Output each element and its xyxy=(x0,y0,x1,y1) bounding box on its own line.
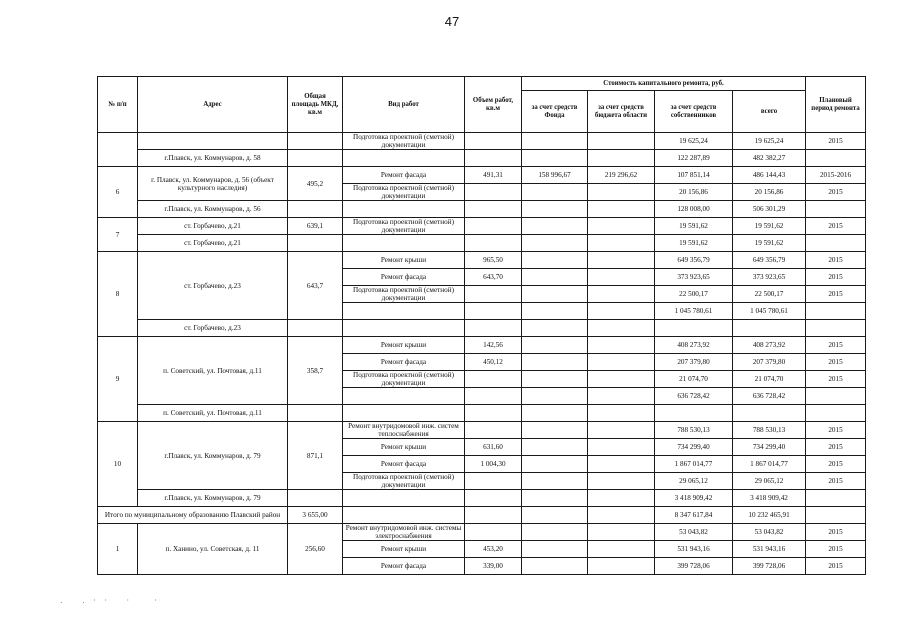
total-cell: 636 728,42 xyxy=(733,388,806,405)
period-cell: 2015 xyxy=(806,218,866,235)
total-cell: 1 867 014,77 xyxy=(733,456,806,473)
period-cell: 2015 xyxy=(806,558,866,575)
header-fund: за счет средств Фонда xyxy=(522,91,588,133)
table-row xyxy=(98,337,866,354)
volume-cell: 643,70 xyxy=(465,269,522,286)
volume-cell: 142,56 xyxy=(465,337,522,354)
total-cell: 21 074,70 xyxy=(733,371,806,388)
volume-cell: 631,60 xyxy=(465,439,522,456)
work-cell: Ремонт внутридомовой инж. системы электроснабжения xyxy=(343,524,465,541)
total-cell: 486 144,43 xyxy=(733,167,806,184)
owners-cell: 788 530,13 xyxy=(655,422,733,439)
work-cell: Подготовка проектной (сметной) документации xyxy=(343,184,465,201)
fund-cell: 158 996,67 xyxy=(522,167,588,184)
subtotal-row xyxy=(98,405,866,422)
period-cell: 2015 xyxy=(806,473,866,490)
period-cell: 2015 xyxy=(806,184,866,201)
address-cell: ст. Горбачево, д.23 xyxy=(138,252,288,320)
work-cell: Ремонт фасада xyxy=(343,354,465,371)
area-cell: 3 655,00 xyxy=(288,507,343,524)
owners-cell: 20 156,86 xyxy=(655,184,733,201)
owners-cell: 1 867 014,77 xyxy=(655,456,733,473)
owners-cell: 399 728,06 xyxy=(655,558,733,575)
owners-cell: 8 347 617,84 xyxy=(655,507,733,524)
period-cell: 2015 xyxy=(806,286,866,303)
period-cell: 2015 xyxy=(806,371,866,388)
owners-cell: 107 851,14 xyxy=(655,167,733,184)
owners-cell: 29 065,12 xyxy=(655,473,733,490)
subtotal-address: г.Плавск, ул. Коммунаров, д. 58 xyxy=(138,150,288,167)
volume-cell: 453,20 xyxy=(465,541,522,558)
table-row xyxy=(98,167,866,184)
total-cell: 53 043,82 xyxy=(733,524,806,541)
address-cell: п. Ханино, ул. Советская, д. 11 xyxy=(138,524,288,575)
work-cell: Подготовка проектной (сметной) документации xyxy=(343,371,465,388)
volume-cell: 491,31 xyxy=(465,167,522,184)
subtotal-row xyxy=(98,320,866,337)
total-cell: 10 232 465,91 xyxy=(733,507,806,524)
header-address: Адрес xyxy=(138,77,288,133)
table-row xyxy=(98,524,866,541)
row-num: 7 xyxy=(98,218,138,252)
work-cell: Подготовка проектной (сметной) документации xyxy=(343,473,465,490)
owners-cell: 22 500,17 xyxy=(655,286,733,303)
work-cell: Ремонт крыши xyxy=(343,337,465,354)
owners-cell: 1 045 780,61 xyxy=(655,303,733,320)
owners-cell: 531 943,16 xyxy=(655,541,733,558)
header-total: всего xyxy=(733,91,806,133)
region-cell: 219 296,62 xyxy=(588,167,655,184)
area-cell: 256,60 xyxy=(288,524,343,575)
subtotal-row xyxy=(98,235,866,252)
page-number: 47 xyxy=(444,14,460,29)
owners-cell: 53 043,82 xyxy=(655,524,733,541)
work-cell: Ремонт фасада xyxy=(343,456,465,473)
table-row xyxy=(98,252,866,269)
owners-cell: 122 287,89 xyxy=(655,150,733,167)
row-num: 6 xyxy=(98,167,138,218)
area-cell: 871,1 xyxy=(288,422,343,490)
volume-cell: 339,00 xyxy=(465,558,522,575)
period-cell: 2015 xyxy=(806,456,866,473)
subtotal-address: г.Плавск, ул. Коммунаров, д. 79 xyxy=(138,490,288,507)
total-cell: 649 356,79 xyxy=(733,252,806,269)
total-cell: 19 591,62 xyxy=(733,235,806,252)
table-row xyxy=(98,422,866,439)
header-volume: Объем работ, кв.м xyxy=(465,77,522,133)
total-cell: 19 591,62 xyxy=(733,218,806,235)
header-num: № п/п xyxy=(98,77,138,133)
total-cell: 207 379,80 xyxy=(733,354,806,371)
subtotal-address: ст. Горбачево, д.23 xyxy=(138,320,288,337)
total-cell: 531 943,16 xyxy=(733,541,806,558)
work-cell: Ремонт крыши xyxy=(343,252,465,269)
capital-repair-table xyxy=(97,76,866,575)
grand-total-row xyxy=(98,507,866,524)
volume-cell: 1 004,30 xyxy=(465,456,522,473)
total-cell: 408 273,92 xyxy=(733,337,806,354)
total-cell: 22 500,17 xyxy=(733,286,806,303)
owners-cell: 128 008,00 xyxy=(655,201,733,218)
period-cell: 2015 xyxy=(806,269,866,286)
subtotal-row xyxy=(98,201,866,218)
subtotal-row xyxy=(98,490,866,507)
work-cell: Подготовка проектной (сметной) документации xyxy=(343,218,465,235)
subtotal-address: ст. Горбачево, д.21 xyxy=(138,235,288,252)
scan-specks: . . · · · · xyxy=(60,596,160,605)
total-cell: 482 382,27 xyxy=(733,150,806,167)
total-cell: 734 299,40 xyxy=(733,439,806,456)
header-period: Плановый период ремонта xyxy=(806,77,866,133)
table-row xyxy=(98,218,866,235)
row-num: 9 xyxy=(98,337,138,422)
period-cell: 2015 xyxy=(806,439,866,456)
period-cell: 2015 xyxy=(806,524,866,541)
area-cell: 639,1 xyxy=(288,218,343,235)
header-area: Общая площадь МКД, кв.м xyxy=(288,77,343,133)
owners-cell: 734 299,40 xyxy=(655,439,733,456)
work-cell: Ремонт крыши xyxy=(343,439,465,456)
work-cell: Ремонт внутридомовой инж. систем теплоснабжения xyxy=(343,422,465,439)
period-cell: 2015-2016 xyxy=(806,167,866,184)
table-row xyxy=(98,133,866,150)
row-num: 8 xyxy=(98,252,138,337)
work-cell: Подготовка проектной (сметной) документации xyxy=(343,133,465,150)
row-num: 1 xyxy=(98,524,138,575)
period-cell: 2015 xyxy=(806,252,866,269)
header-region-budget: за счет средств бюджета области xyxy=(588,91,655,133)
owners-cell: 3 418 909,42 xyxy=(655,490,733,507)
header-work-type: Вид работ xyxy=(343,77,465,133)
total-cell: 788 530,13 xyxy=(733,422,806,439)
work-cell: Ремонт фасада xyxy=(343,558,465,575)
row-num: 10 xyxy=(98,422,138,507)
address-cell: п. Советский, ул. Почтовая, д.11 xyxy=(138,337,288,405)
total-cell: 3 418 909,42 xyxy=(733,490,806,507)
total-cell: 29 065,12 xyxy=(733,473,806,490)
work-cell: Подготовка проектной (сметной) документации xyxy=(343,286,465,303)
owners-cell: 207 379,80 xyxy=(655,354,733,371)
owners-cell: 649 356,79 xyxy=(655,252,733,269)
total-cell: 19 625,24 xyxy=(733,133,806,150)
period-cell: 2015 xyxy=(806,354,866,371)
owners-cell: 19 591,62 xyxy=(655,218,733,235)
work-cell: Ремонт фасада xyxy=(343,167,465,184)
owners-cell: 373 923,65 xyxy=(655,269,733,286)
total-cell: 373 923,65 xyxy=(733,269,806,286)
header-cost-group: Стоимость капитального ремонта, руб. xyxy=(522,77,806,91)
total-cell: 399 728,06 xyxy=(733,558,806,575)
subtotal-address: г.Плавск, ул. Коммунаров, д. 56 xyxy=(138,201,288,218)
work-cell: Ремонт фасада xyxy=(343,269,465,286)
subtotal-row xyxy=(98,150,866,167)
grand-total-label: Итого по муниципальному образованию Плавский район xyxy=(98,507,288,524)
owners-cell: 408 273,92 xyxy=(655,337,733,354)
volume-cell: 450,12 xyxy=(465,354,522,371)
owners-cell: 21 074,70 xyxy=(655,371,733,388)
area-cell: 358,7 xyxy=(288,337,343,405)
period-cell: 2015 xyxy=(806,337,866,354)
period-cell: 2015 xyxy=(806,133,866,150)
total-cell: 20 156,86 xyxy=(733,184,806,201)
volume-cell: 965,50 xyxy=(465,252,522,269)
total-cell: 1 045 780,61 xyxy=(733,303,806,320)
work-cell: Ремонт крыши xyxy=(343,541,465,558)
period-cell: 2015 xyxy=(806,422,866,439)
address-cell: ст. Горбачево, д.21 xyxy=(138,218,288,235)
period-cell: 2015 xyxy=(806,541,866,558)
address-cell: г. Плавск, ул. Коммунаров, д. 56 (объект культурного наследия) xyxy=(138,167,288,201)
subtotal-address: п. Советский, ул. Почтовая, д.11 xyxy=(138,405,288,422)
owners-cell: 19 625,24 xyxy=(655,133,733,150)
area-cell: 643,7 xyxy=(288,252,343,320)
area-cell: 495,2 xyxy=(288,167,343,201)
owners-cell: 636 728,42 xyxy=(655,388,733,405)
header-owners: за счет средств собственников xyxy=(655,91,733,133)
address-cell: г.Плавск, ул. Коммунаров, д. 79 xyxy=(138,422,288,490)
total-cell: 506 301,29 xyxy=(733,201,806,218)
owners-cell: 19 591,62 xyxy=(655,235,733,252)
